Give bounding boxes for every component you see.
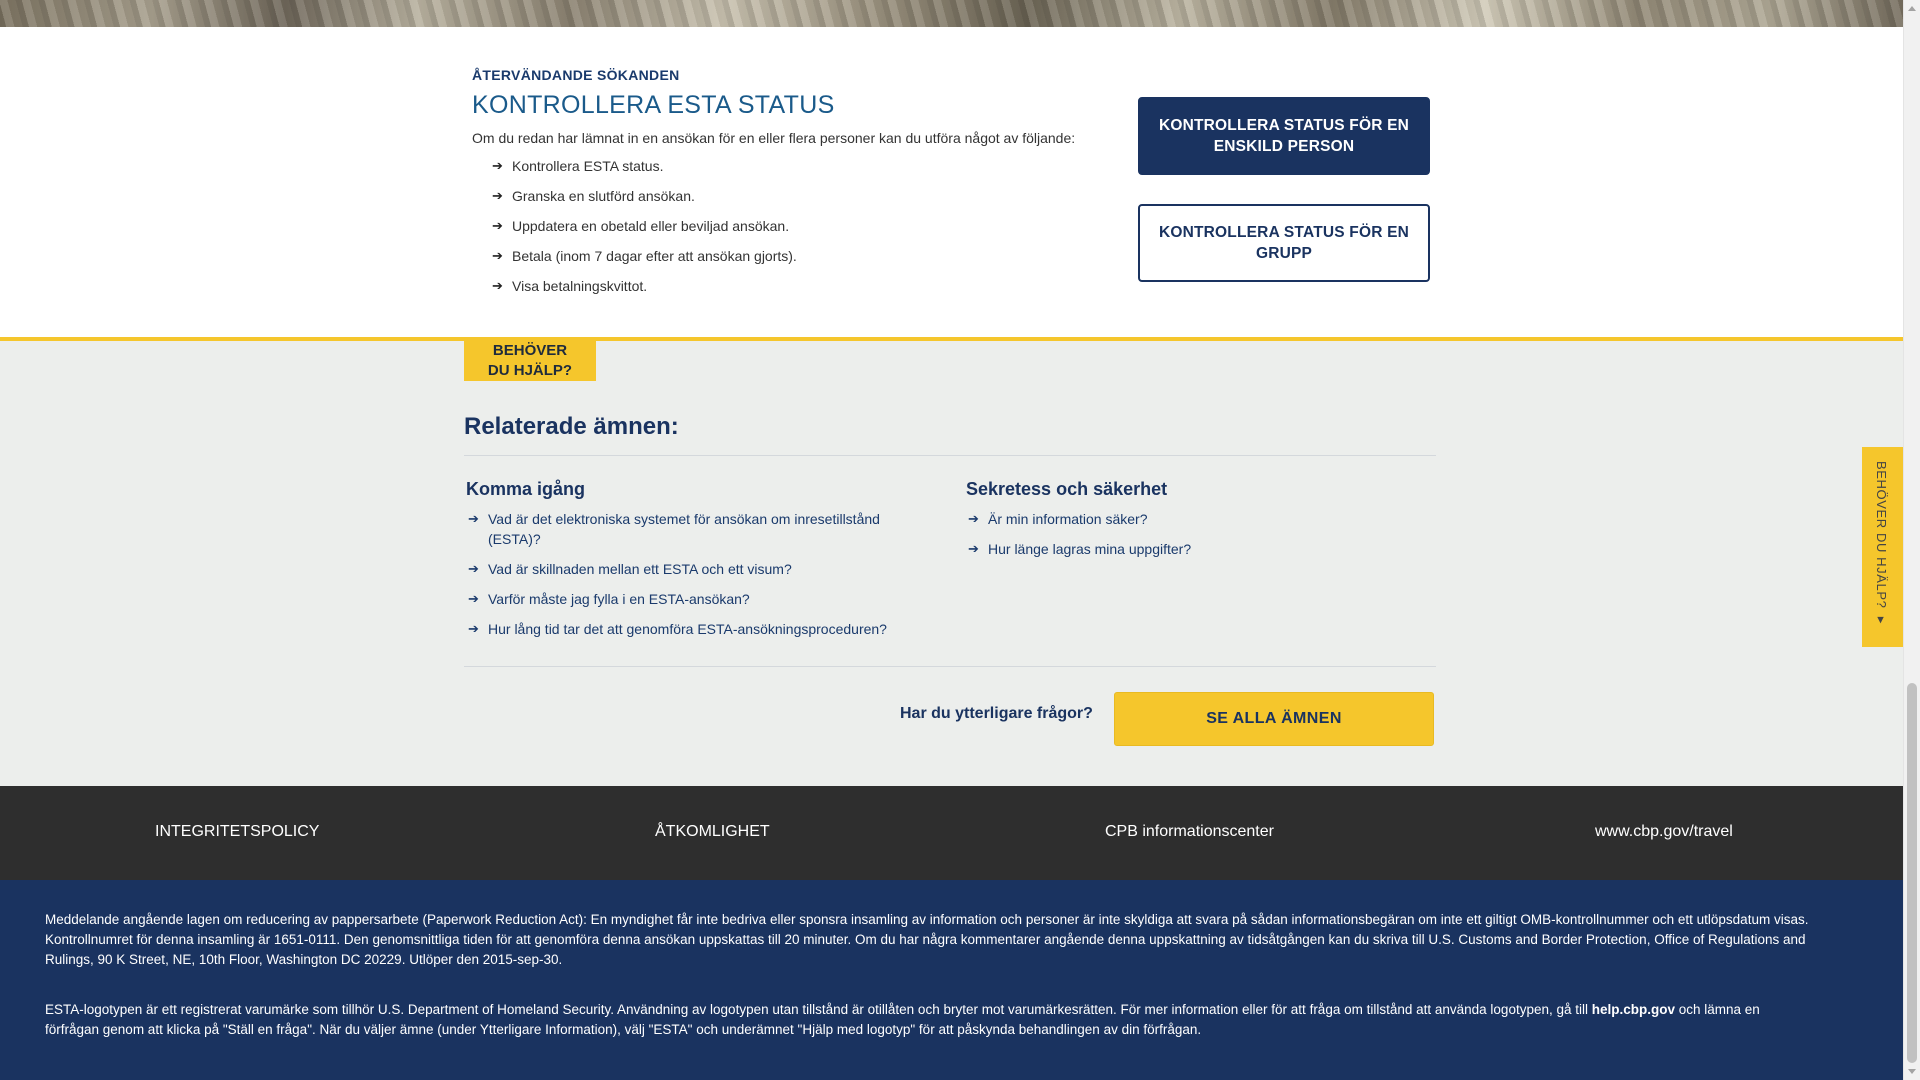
arrow-right-icon: ➔ [468,591,479,606]
legal-footer [0,880,1903,1080]
arrow-right-icon: ➔ [492,248,503,263]
arrow-right-icon: ➔ [468,561,479,576]
intro-text: Om du redan har lämnat in en ansökan för en eller flera personer kan du utföra något av följande: [472,130,1076,146]
more-questions-label: Har du ytterligare frågor? [900,705,1093,722]
topic-link[interactable]: ➔ Varför måste jag fylla i en ESTA-ansökan? [468,591,750,607]
vertical-scrollbar[interactable] [1903,0,1920,1080]
help-section [0,337,1903,786]
arrow-right-icon: ➔ [468,621,479,636]
paperwork-notice: Meddelande angående lagen om reducering av pappersarbete (Paperwork Reduction Act): En myndighet får inte bedriva eller sponsra insamling av information och personer är inte skyldiga att svara på sådan informationsbegäran om inte ett giltigt OMB-kontrollnummer och ett utlöpsdatum visas. Kontrollnumret för denna insamling är 1651-0111. Den genomsnittliga tiden för att genomföra denna ansökan uppskattas till 20 minuter. Om du har några kommentarer angående denna uppskattning av tidsåtgången kan du skriva till U.S. Customs and Border Protection, Office of Regulations and Rulings, 90 K Street, NE, 10th Floor, Washington DC 20229. Utlöper den 2015-sep-30. [45,912,1809,967]
side-need-help-tab[interactable]: BEHÖVER DU HJÄLP? ▾ [1862,447,1903,647]
logo-notice: ESTA-logotypen är ett registrerat varumärke som tillhör U.S. Department of Homeland Security. Användning av logotypen utan tillstånd är otillåten och bryter mot varumärkesrätten. För mer information eller för att fråga om tillstånd att använda logotypen, gå till help.cbp.gov och lämna en förfrågan genom att klicka på "Ställ en fråga". När du väljer ämne (under Ytterligare Information), välj "ESTA" och underämnet "Hjälp med logotyp" för att påskynda behandlingen av din förfrågan. [45,1002,1760,1037]
getting-started-list [468,509,928,649]
accessibility-link[interactable]: ÅTKOMLIGHET [655,823,770,840]
arrow-right-icon: ➔ [492,278,503,293]
privacy-policy-link[interactable]: INTEGRITETSPOLICY [155,823,320,840]
arrow-right-icon: ➔ [468,511,479,526]
topic-link[interactable]: ➔ Hur lång tid tar det att genomföra ESTA-ansökningsproceduren? [468,621,887,637]
divider [464,455,1436,456]
check-group-status-button[interactable]: KONTROLLERA STATUS FÖR EN GRUPP [1138,204,1430,282]
topic-link[interactable]: ➔ Hur länge lagras mina uppgifter? [968,541,1192,557]
divider [464,666,1436,667]
need-help-tab[interactable]: BEHÖVER DU HJÄLP? [464,340,596,381]
getting-started-title: Komma igång [466,479,586,499]
hero-image-strip [0,0,1903,27]
arrow-right-icon: ➔ [492,218,503,233]
cpb-info-center-link[interactable]: CPB informationscenter [1105,823,1274,840]
arrow-right-icon: ➔ [968,511,979,526]
scroll-up-arrow-icon[interactable] [1908,6,1916,11]
scroll-down-arrow-icon[interactable] [1908,1069,1916,1074]
list-item: ➔ Visa betalningskvittot. [492,278,648,294]
arrow-right-icon: ➔ [968,541,979,556]
list-item: ➔ Granska en slutförd ansökan. [492,188,695,204]
footer-nav [0,786,1903,880]
see-all-topics-button[interactable]: SE ALLA ÄMNEN [1114,692,1434,746]
topic-link[interactable]: ➔ Är min information säker? [968,511,1148,527]
topic-link[interactable]: ➔ Vad är skillnaden mellan ett ESTA och ett visum? [468,561,792,577]
arrow-right-icon: ➔ [492,158,503,173]
check-status-title: KONTROLLERA ESTA STATUS [472,91,835,119]
list-item: ➔ Betala (inom 7 dagar efter att ansökan gjorts). [492,248,797,264]
topic-link[interactable]: ➔ Vad är det elektroniska systemet för ansökan om inresetillstånd (ESTA)? [468,511,880,547]
section-eyebrow: ÅTERVÄNDANDE SÖKANDEN [472,67,680,83]
arrow-right-icon: ➔ [492,188,503,203]
options-list [492,158,797,308]
cbp-travel-link[interactable]: www.cbp.gov/travel [1595,823,1733,840]
help-cbp-link[interactable]: help.cbp.gov [1591,1002,1676,1017]
privacy-security-title: Sekretess och säkerhet [966,479,1168,499]
related-topics-title: Relaterade ämnen: [464,413,679,440]
returning-applicants-section [0,27,1903,337]
check-individual-status-button[interactable]: KONTROLLERA STATUS FÖR EN ENSKILD PERSON [1138,97,1430,175]
list-item: ➔ Uppdatera en obetald eller beviljad ansökan. [492,218,790,234]
scrollbar-thumb[interactable] [1907,683,1917,1063]
privacy-security-list [968,509,1268,569]
list-item: ➔ Kontrollera ESTA status. [492,158,664,174]
